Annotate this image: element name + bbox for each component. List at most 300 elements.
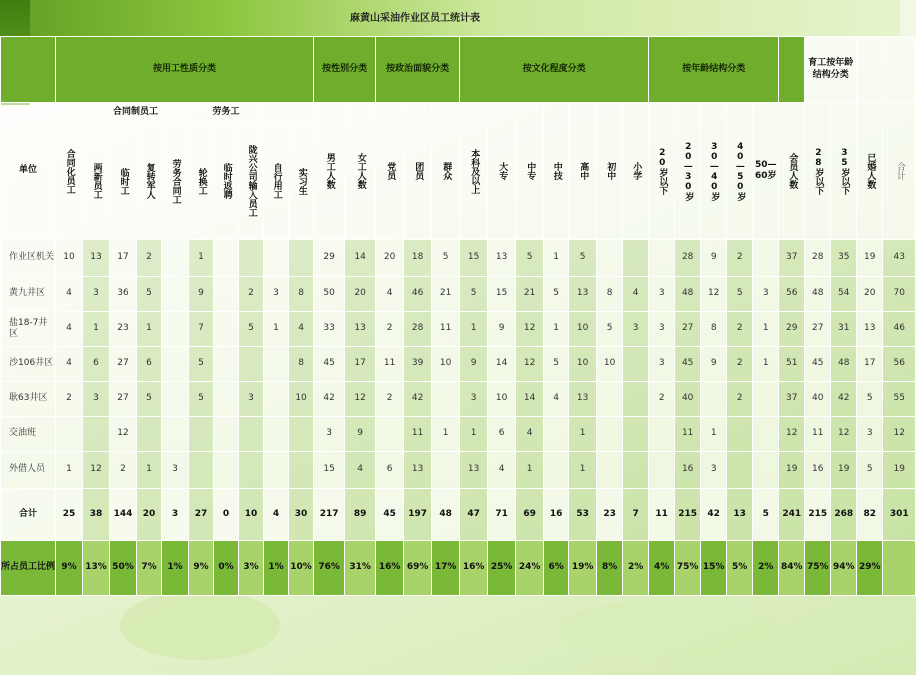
header-labor-contract: 劳务合同工 — [162, 123, 189, 240]
ratio-cell: 19% — [569, 541, 597, 596]
value-cell: 23 — [110, 312, 137, 347]
total-cell: 241 — [779, 489, 805, 541]
value-cell: 28 — [404, 312, 432, 347]
value-cell — [753, 382, 779, 417]
total-cell: 48 — [432, 489, 460, 541]
total-cell: 301 — [883, 489, 916, 541]
total-cell: 268 — [831, 489, 857, 541]
group-employment: 按用工性质分类 — [56, 37, 314, 103]
value-cell: 10 — [289, 382, 314, 417]
value-cell: 12 — [110, 417, 137, 452]
value-cell: 3 — [264, 277, 289, 312]
value-cell — [753, 240, 779, 277]
value-cell — [544, 417, 569, 452]
unit-cell: 黄九井区 — [1, 277, 56, 312]
value-cell: 39 — [404, 347, 432, 382]
value-cell: 17 — [857, 347, 883, 382]
header-masses: 群众 — [432, 103, 460, 240]
value-cell: 2 — [239, 277, 264, 312]
value-cell: 20 — [857, 277, 883, 312]
value-cell: 5 — [544, 277, 569, 312]
ratio-cell: 8% — [597, 541, 623, 596]
table-row — [1, 417, 916, 452]
group-education: 按文化程度分类 — [460, 37, 649, 103]
total-row — [1, 489, 916, 541]
value-cell — [544, 452, 569, 489]
table-row — [1, 277, 916, 312]
total-cell: 215 — [675, 489, 701, 541]
value-cell: 18 — [404, 240, 432, 277]
total-cell: 38 — [83, 489, 110, 541]
ratio-cell: 13% — [83, 541, 110, 596]
value-cell: 40 — [805, 382, 831, 417]
value-cell — [753, 417, 779, 452]
value-cell: 4 — [289, 312, 314, 347]
value-cell: 42 — [404, 382, 432, 417]
value-cell: 11 — [432, 312, 460, 347]
total-label: 合计 — [1, 489, 56, 541]
value-cell: 5 — [727, 277, 753, 312]
header-married: 已婚人数 — [857, 103, 883, 240]
ratio-cell: 2% — [623, 541, 649, 596]
value-cell — [162, 312, 189, 347]
header-unit: 单位 — [1, 103, 56, 240]
value-cell: 17 — [110, 240, 137, 277]
ratio-cell: 1% — [162, 541, 189, 596]
ratio-cell: 75% — [805, 541, 831, 596]
ratio-cell: 17% — [432, 541, 460, 596]
header-self-employed: 自行用工 — [264, 123, 289, 240]
value-cell: 8 — [289, 347, 314, 382]
table-row — [1, 240, 916, 277]
ratio-cell: 10% — [289, 541, 314, 596]
value-cell: 16 — [805, 452, 831, 489]
value-cell: 11 — [805, 417, 831, 452]
header-male: 男工人数 — [314, 103, 345, 240]
ratio-cell: 4% — [649, 541, 675, 596]
value-cell: 1 — [516, 452, 544, 489]
value-cell — [137, 417, 162, 452]
value-cell: 9 — [701, 347, 727, 382]
value-cell — [214, 277, 239, 312]
ratio-cell: 75% — [675, 541, 701, 596]
subgroup-labor: 劳务工 — [189, 103, 264, 123]
value-cell: 14 — [345, 240, 376, 277]
value-cell — [56, 417, 83, 452]
value-cell: 2 — [376, 312, 404, 347]
total-cell: 69 — [516, 489, 544, 541]
total-cell: 217 — [314, 489, 345, 541]
value-cell — [623, 452, 649, 489]
value-cell: 3 — [623, 312, 649, 347]
total-cell: 47 — [460, 489, 488, 541]
value-cell — [597, 240, 623, 277]
header-league: 团员 — [404, 103, 432, 240]
value-cell — [597, 382, 623, 417]
value-cell: 2 — [727, 312, 753, 347]
group-age: 按年龄结构分类 — [649, 37, 779, 103]
value-cell: 1 — [83, 312, 110, 347]
value-cell: 13 — [857, 312, 883, 347]
header-total: 合计 — [883, 103, 916, 240]
ratio-cell: 69% — [404, 541, 432, 596]
value-cell: 56 — [883, 347, 916, 382]
value-cell — [239, 417, 264, 452]
total-cell: 3 — [162, 489, 189, 541]
header-age-20-30: 20—30岁 — [675, 103, 701, 240]
ratio-cell: 16% — [460, 541, 488, 596]
value-cell: 3 — [753, 277, 779, 312]
value-cell: 10 — [597, 347, 623, 382]
value-cell: 13 — [460, 452, 488, 489]
value-cell: 1 — [460, 312, 488, 347]
value-cell: 6 — [83, 347, 110, 382]
value-cell: 4 — [56, 312, 83, 347]
value-cell: 28 — [675, 240, 701, 277]
value-cell: 56 — [779, 277, 805, 312]
value-cell: 46 — [404, 277, 432, 312]
ratio-cell: 5% — [727, 541, 753, 596]
value-cell — [432, 452, 460, 489]
value-cell — [189, 417, 214, 452]
value-cell: 45 — [675, 347, 701, 382]
total-cell: 7 — [623, 489, 649, 541]
value-cell: 9 — [189, 277, 214, 312]
value-cell: 4 — [623, 277, 649, 312]
value-cell — [162, 417, 189, 452]
value-cell: 1 — [569, 417, 597, 452]
value-cell — [264, 240, 289, 277]
total-cell: 16 — [544, 489, 569, 541]
value-cell: 1 — [264, 312, 289, 347]
total-cell: 45 — [376, 489, 404, 541]
value-cell — [214, 382, 239, 417]
value-cell: 3 — [314, 417, 345, 452]
value-cell: 13 — [83, 240, 110, 277]
value-cell: 20 — [345, 277, 376, 312]
total-cell: 4 — [264, 489, 289, 541]
value-cell: 2 — [727, 240, 753, 277]
value-cell: 37 — [779, 240, 805, 277]
value-cell: 4 — [516, 417, 544, 452]
value-cell: 27 — [805, 312, 831, 347]
table-row — [1, 312, 916, 347]
header-age-40-50: 40—50岁 — [727, 103, 753, 240]
value-cell: 27 — [110, 347, 137, 382]
value-cell — [701, 382, 727, 417]
value-cell: 3 — [649, 312, 675, 347]
header-age-under20: 20岁以下 — [649, 103, 675, 240]
unit-cell: 盐18-7井区 — [1, 312, 56, 347]
header-members: 会员人数 — [779, 103, 805, 240]
value-cell — [264, 347, 289, 382]
value-cell: 1 — [137, 452, 162, 489]
value-cell: 12 — [831, 417, 857, 452]
ratio-cell: 1% — [264, 541, 289, 596]
ratio-cell: 29% — [857, 541, 883, 596]
header-rotation: 轮换工 — [189, 123, 214, 240]
value-cell: 27 — [110, 382, 137, 417]
value-cell: 9 — [488, 312, 516, 347]
total-cell: 89 — [345, 489, 376, 541]
value-cell: 1 — [753, 347, 779, 382]
value-cell: 51 — [779, 347, 805, 382]
value-cell: 42 — [831, 382, 857, 417]
value-cell: 40 — [675, 382, 701, 417]
value-cell — [214, 347, 239, 382]
value-cell: 37 — [779, 382, 805, 417]
header-college: 大专 — [488, 103, 516, 240]
value-cell: 28 — [805, 240, 831, 277]
value-cell: 1 — [432, 417, 460, 452]
value-cell: 3 — [460, 382, 488, 417]
total-cell: 53 — [569, 489, 597, 541]
value-cell — [623, 382, 649, 417]
decor-leaf — [560, 600, 780, 660]
value-cell: 15 — [460, 240, 488, 277]
value-cell: 19 — [857, 240, 883, 277]
ratio-cell: 7% — [137, 541, 162, 596]
value-cell — [264, 452, 289, 489]
value-cell: 9 — [345, 417, 376, 452]
header-intern: 实习生 — [289, 123, 314, 240]
ratio-cell: 15% — [701, 541, 727, 596]
value-cell: 12 — [779, 417, 805, 452]
value-cell: 9 — [701, 240, 727, 277]
value-cell: 3 — [162, 452, 189, 489]
value-cell: 3 — [83, 277, 110, 312]
header-junior: 初中 — [597, 103, 623, 240]
value-cell: 3 — [83, 382, 110, 417]
header-contract-staff: 合同化员工 — [56, 103, 83, 240]
total-cell: 197 — [404, 489, 432, 541]
value-cell — [214, 417, 239, 452]
value-cell: 5 — [137, 382, 162, 417]
staff-statistics-table — [0, 36, 916, 596]
total-cell: 11 — [649, 489, 675, 541]
value-cell: 5 — [597, 312, 623, 347]
value-cell: 3 — [857, 417, 883, 452]
ratio-cell: 2% — [753, 541, 779, 596]
header-party: 党员 — [376, 103, 404, 240]
value-cell: 2 — [727, 347, 753, 382]
unit-cell: 沙106井区 — [1, 347, 56, 382]
value-cell: 5 — [239, 312, 264, 347]
value-cell: 5 — [857, 382, 883, 417]
value-cell — [376, 417, 404, 452]
value-cell — [162, 277, 189, 312]
value-cell: 5 — [189, 382, 214, 417]
value-cell: 5 — [516, 240, 544, 277]
value-cell — [597, 452, 623, 489]
value-cell: 1 — [753, 312, 779, 347]
value-cell: 6 — [488, 417, 516, 452]
header-female: 女工人数 — [345, 103, 376, 240]
header-bachelor: 本科及以上 — [460, 103, 488, 240]
value-cell — [649, 240, 675, 277]
value-cell: 3 — [649, 277, 675, 312]
value-cell — [649, 417, 675, 452]
value-cell: 8 — [597, 277, 623, 312]
ratio-cell: 76% — [314, 541, 345, 596]
group-member-blank — [779, 37, 805, 103]
value-cell: 2 — [56, 382, 83, 417]
corner-cell — [1, 37, 56, 103]
value-cell: 15 — [314, 452, 345, 489]
header-longxing: 陇兴公司输入员工 — [239, 123, 264, 240]
unit-cell: 耿63井区 — [1, 382, 56, 417]
total-cell: 10 — [239, 489, 264, 541]
header-technical: 中技 — [544, 103, 569, 240]
total-cell: 5 — [753, 489, 779, 541]
ratio-cell: 50% — [110, 541, 137, 596]
ratio-row — [1, 541, 916, 596]
header-temporary: 临时工 — [110, 123, 137, 240]
value-cell: 43 — [883, 240, 916, 277]
value-cell: 31 — [831, 312, 857, 347]
value-cell: 3 — [701, 452, 727, 489]
value-cell: 13 — [488, 240, 516, 277]
table-row — [1, 347, 916, 382]
value-cell: 12 — [345, 382, 376, 417]
value-cell — [162, 382, 189, 417]
value-cell: 2 — [727, 382, 753, 417]
value-cell: 9 — [460, 347, 488, 382]
ratio-cell — [883, 541, 916, 596]
total-cell: 25 — [56, 489, 83, 541]
value-cell: 12 — [516, 347, 544, 382]
value-cell: 6 — [137, 347, 162, 382]
value-cell: 1 — [460, 417, 488, 452]
value-cell — [727, 417, 753, 452]
value-cell: 45 — [805, 347, 831, 382]
value-cell: 7 — [189, 312, 214, 347]
value-cell: 5 — [544, 347, 569, 382]
value-cell: 1 — [189, 240, 214, 277]
table-title: 麻黄山采油作业区员工统计表 — [350, 13, 480, 24]
value-cell: 12 — [516, 312, 544, 347]
value-cell: 3 — [239, 382, 264, 417]
total-cell: 82 — [857, 489, 883, 541]
value-cell: 1 — [56, 452, 83, 489]
header-rehired: 临时返聘 — [214, 123, 239, 240]
group-married-blank — [857, 37, 883, 103]
header-primary: 小学 — [623, 103, 649, 240]
value-cell: 29 — [779, 312, 805, 347]
value-cell — [727, 452, 753, 489]
value-cell — [597, 417, 623, 452]
value-cell: 1 — [701, 417, 727, 452]
group-political: 按政治面貌分类 — [376, 37, 460, 103]
total-cell: 23 — [597, 489, 623, 541]
value-cell: 1 — [137, 312, 162, 347]
value-cell: 70 — [883, 277, 916, 312]
value-cell: 13 — [569, 382, 597, 417]
value-cell: 4 — [488, 452, 516, 489]
total-cell: 20 — [137, 489, 162, 541]
value-cell: 36 — [110, 277, 137, 312]
value-cell: 48 — [831, 347, 857, 382]
value-cell: 45 — [314, 347, 345, 382]
value-cell — [239, 240, 264, 277]
value-cell: 54 — [831, 277, 857, 312]
value-cell — [289, 452, 314, 489]
header-two-new: 两新员工 — [83, 123, 110, 240]
value-cell: 4 — [345, 452, 376, 489]
value-cell: 29 — [314, 240, 345, 277]
value-cell: 1 — [544, 312, 569, 347]
total-cell: 0 — [214, 489, 239, 541]
table-row — [1, 452, 916, 489]
value-cell: 8 — [701, 312, 727, 347]
value-cell: 5 — [569, 240, 597, 277]
value-cell — [214, 452, 239, 489]
value-cell: 27 — [675, 312, 701, 347]
total-cell: 215 — [805, 489, 831, 541]
ratio-label: 所占员工比例 — [1, 541, 56, 596]
ratio-cell: 3% — [239, 541, 264, 596]
value-cell: 48 — [805, 277, 831, 312]
header-age-30-40: 30—40岁 — [701, 103, 727, 240]
value-cell: 16 — [675, 452, 701, 489]
value-cell: 11 — [376, 347, 404, 382]
header-under28: 28岁以下 — [805, 103, 831, 240]
ratio-cell: 16% — [376, 541, 404, 596]
value-cell — [83, 417, 110, 452]
ratio-cell: 31% — [345, 541, 376, 596]
ratio-cell: 84% — [779, 541, 805, 596]
value-cell: 2 — [110, 452, 137, 489]
total-cell: 27 — [189, 489, 214, 541]
value-cell: 12 — [883, 417, 916, 452]
unit-cell: 交油班 — [1, 417, 56, 452]
total-cell: 30 — [289, 489, 314, 541]
total-cell: 42 — [701, 489, 727, 541]
value-cell: 12 — [701, 277, 727, 312]
value-cell — [162, 347, 189, 382]
table-row — [1, 382, 916, 417]
value-cell — [289, 240, 314, 277]
value-cell: 5 — [432, 240, 460, 277]
decor-leaf — [120, 590, 280, 660]
subgroup-blank — [264, 103, 314, 123]
value-cell: 2 — [376, 382, 404, 417]
ratio-cell: 24% — [516, 541, 544, 596]
group-service-age: 育工按年龄结构分类 — [805, 37, 857, 103]
value-cell: 5 — [137, 277, 162, 312]
value-cell: 14 — [516, 382, 544, 417]
value-cell — [162, 240, 189, 277]
value-cell: 4 — [56, 277, 83, 312]
value-cell: 1 — [569, 452, 597, 489]
total-cell: 71 — [488, 489, 516, 541]
header-age-50-60: 50—60岁 — [753, 103, 779, 240]
value-cell: 10 — [432, 347, 460, 382]
total-cell: 13 — [727, 489, 753, 541]
value-cell — [239, 347, 264, 382]
value-cell — [214, 240, 239, 277]
value-cell: 15 — [488, 277, 516, 312]
ratio-cell: 0% — [214, 541, 239, 596]
value-cell: 3 — [649, 347, 675, 382]
value-cell: 10 — [569, 312, 597, 347]
value-cell — [189, 452, 214, 489]
value-cell: 6 — [376, 452, 404, 489]
ratio-cell: 94% — [831, 541, 857, 596]
value-cell: 10 — [56, 240, 83, 277]
value-cell: 19 — [883, 452, 916, 489]
ratio-cell: 9% — [56, 541, 83, 596]
